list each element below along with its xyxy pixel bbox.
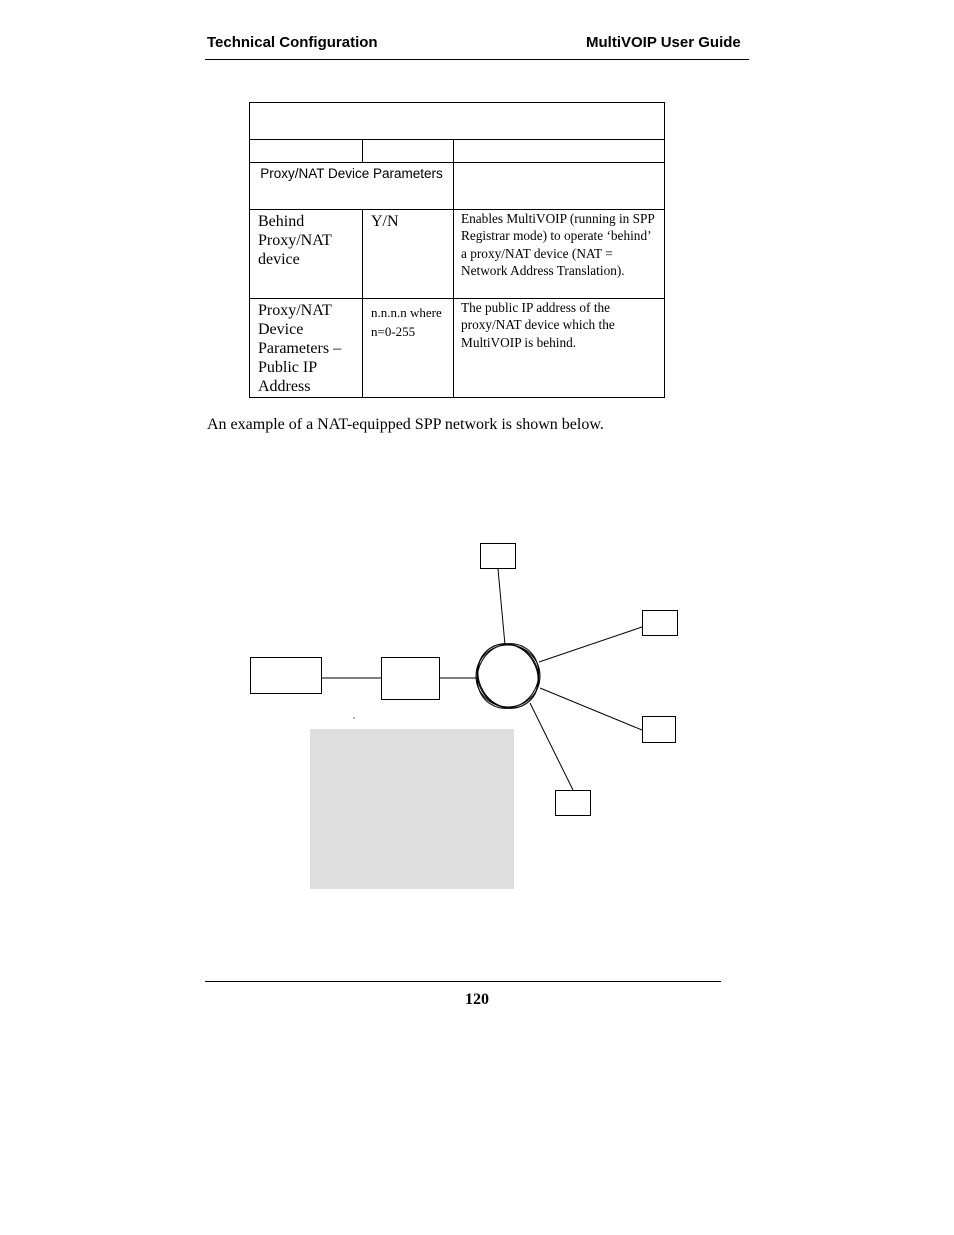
param-description: Enables MultiVOIP (running in SPP Registrar mode) to operate ‘behind’ a proxy/NAT device (NAT = Network Address Translation). <box>454 210 665 299</box>
link-line <box>540 688 642 730</box>
speck-dot <box>353 717 354 718</box>
link-line <box>530 703 573 790</box>
link-line <box>498 569 505 645</box>
network-device-box <box>382 658 440 700</box>
header-guide-title: MultiVOIP User Guide <box>586 34 741 51</box>
network-device-box <box>556 791 591 816</box>
network-device-box <box>643 717 676 743</box>
footer-rule <box>205 981 721 982</box>
network-device-box <box>251 658 322 694</box>
link-line <box>539 627 642 662</box>
param-description: The public IP address of the proxy/NAT device which the MultiVOIP is behind. <box>454 299 665 398</box>
network-device-box <box>481 544 516 569</box>
param-values: n.n.n.n where n=0-255 <box>363 299 454 398</box>
page-number: 120 <box>465 991 489 1008</box>
network-device-box <box>643 611 678 636</box>
param-values: Y/N <box>363 210 454 299</box>
header-section-title: Technical Configuration <box>207 34 378 51</box>
intro-paragraph: An example of a NAT-equipped SPP network is shown below. <box>207 416 604 433</box>
param-name: Behind Proxy/NAT device <box>250 210 363 299</box>
table-group-label: Proxy/NAT Device Parameters <box>250 163 454 210</box>
param-name: Proxy/NAT Device Parameters – Public IP Address <box>250 299 363 398</box>
internet-cloud-icon <box>466 632 551 719</box>
